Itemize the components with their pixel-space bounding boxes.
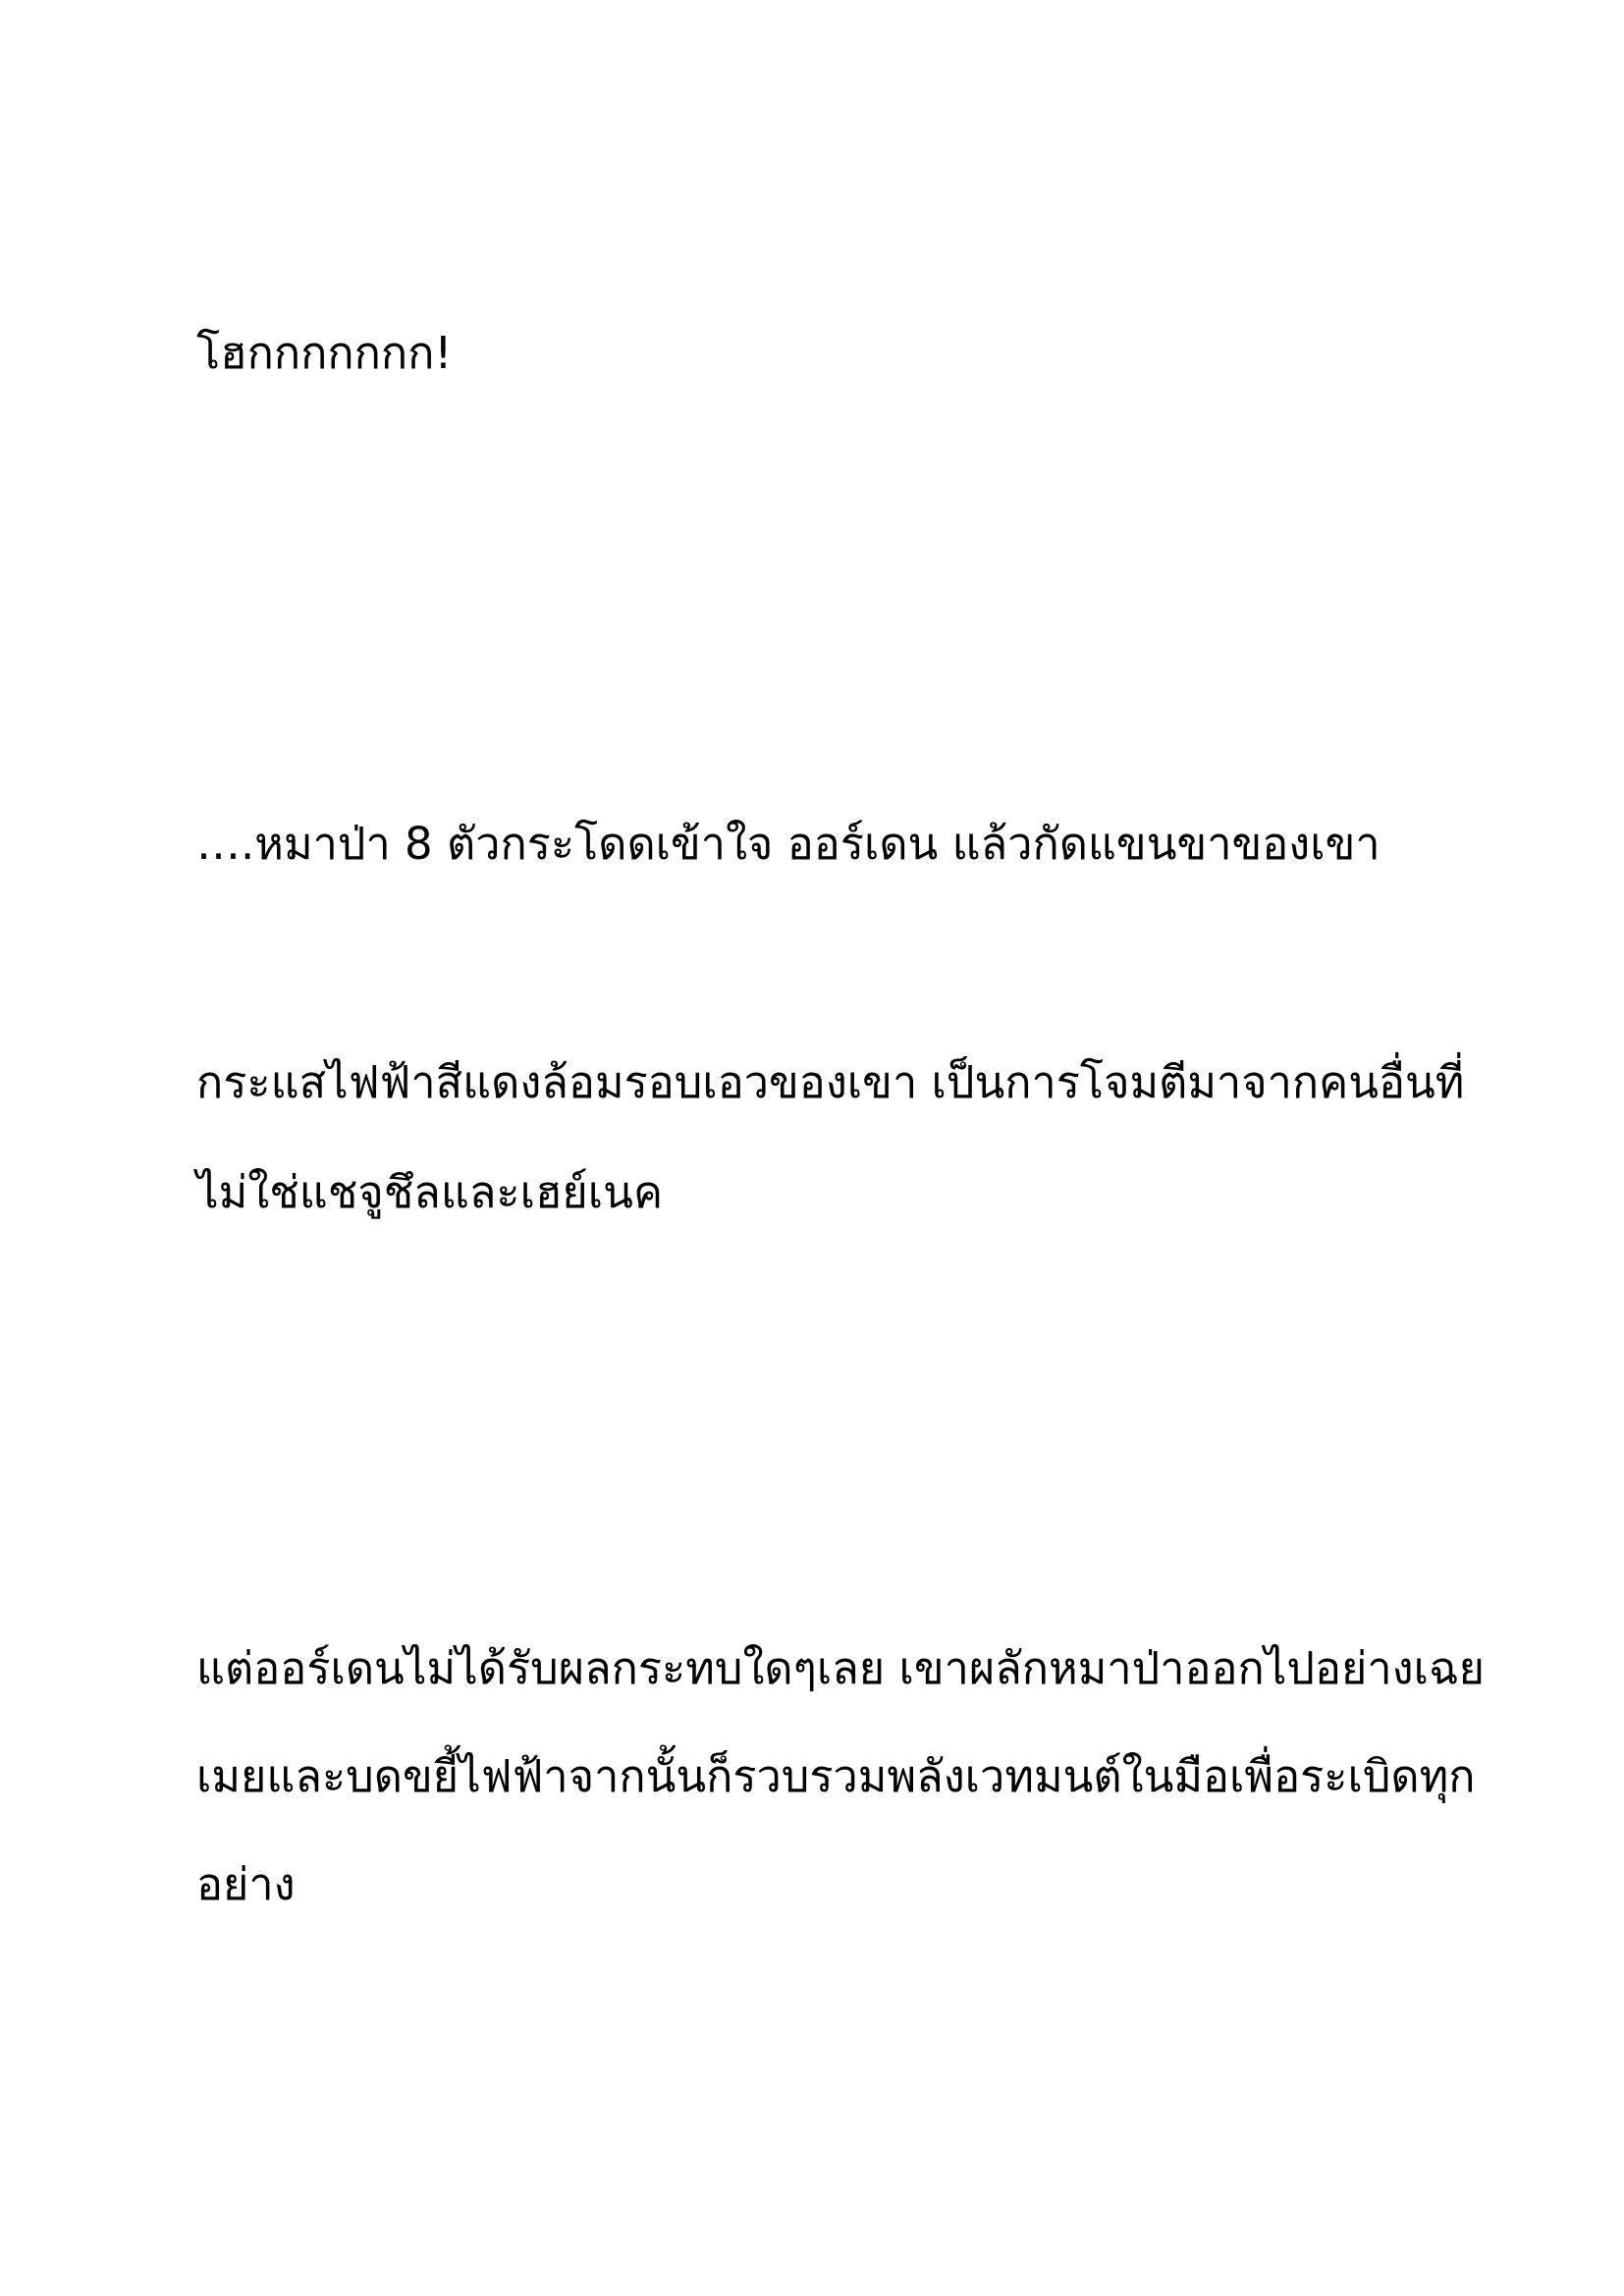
paragraph-2-line-1: ….หมาป่า 8 ตัวกระโดดเข้าใจ ออร์เดน แล้วกัดแขนขาของเขา (196, 818, 1380, 870)
paragraph-3-line-2: ไม่ใช่แชจูชึลและเฮย์เนค (196, 1166, 664, 1218)
paragraph-4-line-2: เมยและบดขยี้ไฟฟ้าจากนั้นก็รวบรวมพลังเวทมนต์ในมือเพื่อระเบิดทุก (196, 1750, 1476, 1802)
paragraph-4-line-3: อย่าง (196, 1858, 296, 1910)
paragraph-4-line-1: แต่ออร์เดนไม่ได้รับผลกระทบใดๆเลย เขาผลักหมาป่าออกไปอย่างเฉย (196, 1642, 1486, 1694)
paragraph-3-line-1: กระแสไฟฟ้าสีแดงล้อมรอบเอวของเขา เป็นการโจมตีมาจากคนอื่นที่ (196, 1056, 1465, 1108)
paragraph-1-line-1: โฮกกกกกกก! (196, 327, 453, 379)
